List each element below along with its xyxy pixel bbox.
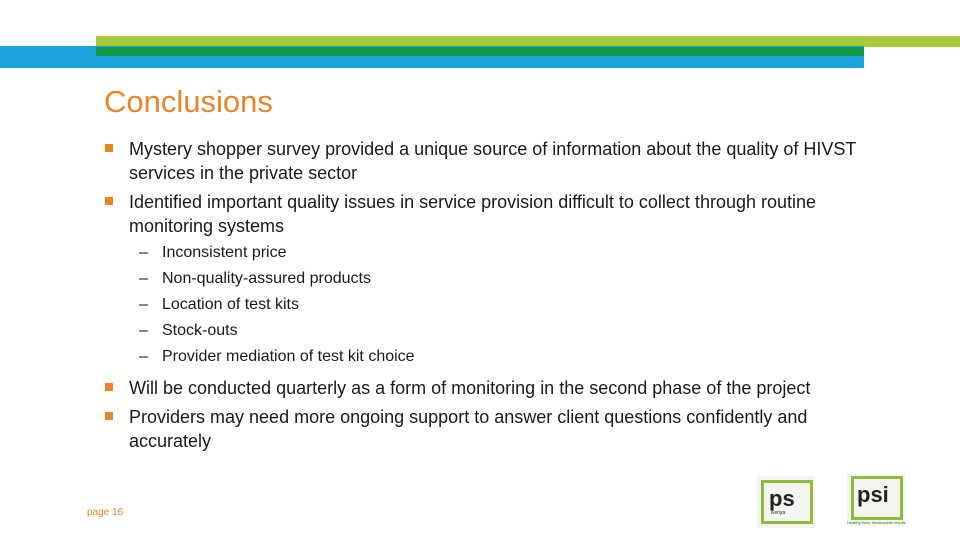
dash-marker: –: [139, 244, 148, 261]
sub-item-text: Non-quality-assured products: [162, 270, 371, 287]
sub-item: [105, 318, 865, 344]
sub-item-text: Inconsistent price: [162, 244, 287, 261]
sub-item-text: Location of test kits: [162, 296, 299, 313]
bullet-text: Providers may need more ongoing support to answer client questions confidently and accurately: [129, 407, 808, 451]
sub-item: [105, 266, 865, 292]
dash-marker: –: [139, 322, 148, 339]
square-bullet-icon: [105, 197, 113, 205]
square-bullet-icon: [105, 144, 113, 152]
ps-kenya-logo: [757, 476, 815, 528]
sub-item-text: Stock-outs: [162, 322, 238, 339]
sub-item: [105, 240, 865, 266]
psi-logo: [847, 474, 905, 526]
bullet-text: Identified important quality issues in service provision difficult to collect through routine monitoring systems: [129, 192, 817, 236]
bullet-text: Mystery shopper survey provided a unique source of information about the quality of HIVST services in the private sector: [129, 139, 857, 183]
bullet-item: [105, 405, 865, 453]
bullet-item: [105, 190, 865, 238]
dash-marker: –: [139, 270, 148, 287]
bullet-item: [105, 376, 865, 400]
header-band-green: [96, 47, 864, 56]
psi-tagline: Healthy lives. Measurable results: [847, 520, 906, 525]
dash-marker: –: [139, 296, 148, 313]
square-bullet-icon: [105, 412, 113, 420]
slide-body: [105, 137, 865, 453]
bullet-item: [105, 137, 865, 185]
psi-logo-text: psi: [857, 482, 889, 507]
sub-item: [105, 344, 865, 370]
sub-item-text: Provider mediation of test kit choice: [162, 348, 415, 365]
slide-title: Conclusions: [104, 84, 273, 119]
ps-logo-subtext: Kenya: [771, 510, 786, 516]
dash-marker: –: [139, 348, 148, 365]
sub-item: [105, 292, 865, 318]
ps-logo-text: ps: [769, 486, 795, 511]
square-bullet-icon: [105, 383, 113, 391]
bullet-text: Will be conducted quarterly as a form of monitoring in the second phase of the project: [129, 378, 811, 398]
page-number: page 16: [87, 507, 124, 518]
